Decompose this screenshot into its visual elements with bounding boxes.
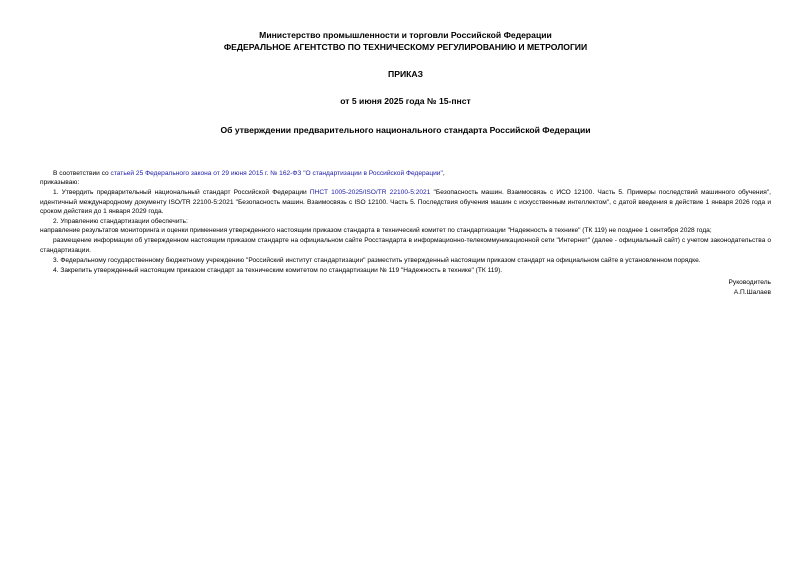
order-word: приказываю: — [40, 179, 80, 187]
item-1-prefix: 1. Утвердить предварительный национальный стандарт Российской Федерации — [53, 189, 310, 197]
document-page — [40, 0, 771, 571]
item-4-paragraph: 4. Закрепить утвержденный настоящим приказом стандарт за техническим комитетом по стандартизации № 119 "Надежность в технике" (ТК 119). — [53, 267, 503, 275]
document-body — [40, 169, 771, 275]
order-date: от 5 июня 2025 года № 15-пнст — [340, 96, 471, 106]
signatory-name: А.П.Шалаев — [733, 288, 771, 296]
preamble-prefix: В соответствии со — [53, 170, 111, 177]
ministry-name: Министерство промышленности и торговли Российской Федерации — [259, 30, 552, 40]
preamble-paragraph — [40, 169, 771, 178]
order-label: ПРИКАЗ — [388, 69, 423, 79]
signatory-position: Руководитель — [728, 279, 771, 287]
preamble-suffix: , — [442, 170, 445, 177]
order-title: Об утверждении предварительного национального стандарта Российской Федерации — [220, 125, 591, 135]
item-2a-paragraph: направление результатов мониторинга и оценки применения утвержденного настоящим приказом стандарта в технический комитет по стандартизации "Надежность в технике" (ТК 119) не позднее 1 сентября 2028 года; — [40, 227, 712, 235]
federal-law-link[interactable]: статьей 25 Федерального закона от 29 июня 2015 г. № 162-ФЗ "О стандартизации в Российской Федерации" — [110, 170, 443, 177]
item-2-paragraph: 2. Управлению стандартизации обеспечить: — [53, 218, 188, 226]
standard-link[interactable]: ПНСТ 1005-2025/ISO/TR 22100-5:2021 — [309, 189, 431, 197]
item-1-paragraph — [40, 188, 771, 216]
document-header — [40, 29, 771, 136]
agency-name: ФЕДЕРАЛЬНОЕ АГЕНТСТВО ПО ТЕХНИЧЕСКОМУ РЕГУЛИРОВАНИЮ И МЕТРОЛОГИИ — [223, 42, 588, 52]
item-2b-paragraph: размещение информации об утвержденном настоящим приказом стандарте на официальном сайте Росстандарта в информационно-телекоммуникационной сети "Интернет" (далее - официальный сайт) с учетом законодательства о стандартизации. — [40, 237, 771, 254]
item-3-paragraph: 3. Федеральному государственному бюджетному учреждению "Российский институт стандартизации" разместить утвержденный настоящим приказом стандарт на официальном сайте в установленном порядке. — [53, 256, 701, 264]
item-1-suffix: "Безопасность машин. Взаимосвязь с ИСО 12100. Часть 5. Примеры последствий машинного обучения", идентичный международному документу ISO/TR 22100-5:2021 "Безопасность машин. Взаимосвязь с ISO 12100. Часть 5. Последствия обучения машин с искусственным интеллектом", с датой введения в действие 1 января 2026 года и сроком действия до 1 января 2029 года. — [40, 189, 771, 215]
signature-block — [40, 278, 771, 297]
